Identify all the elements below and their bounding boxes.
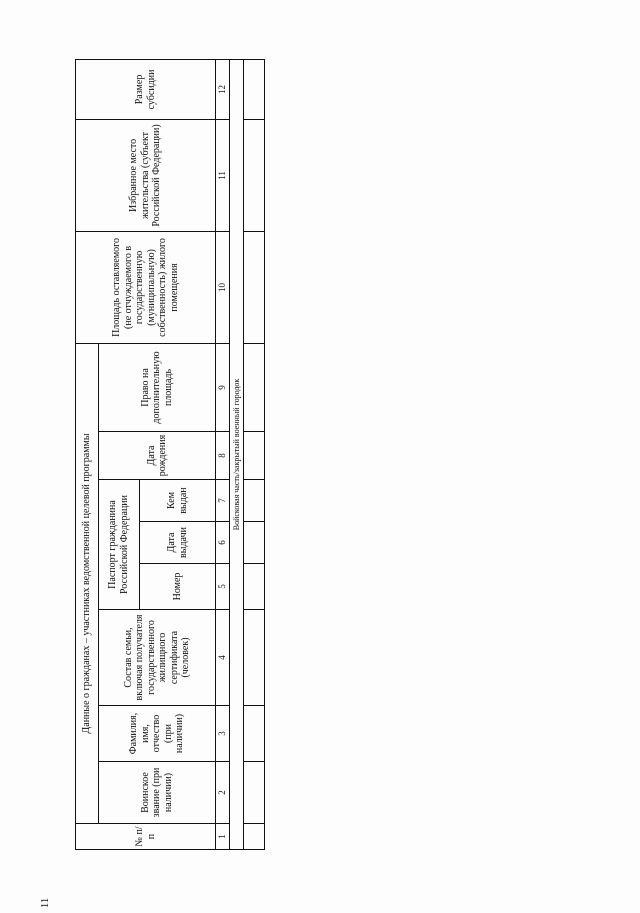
column-number: 7 [216,480,229,522]
column-number: 3 [216,706,229,762]
empty-cell [244,343,265,431]
header-extra-area: Право на дополнительную площадь [98,343,216,431]
empty-cell [244,119,265,231]
empty-cell [244,564,265,610]
header-subsidy: Размер субсидии [76,59,216,119]
unit-label: Войсковая часть/закрытый военный городок [229,59,243,849]
column-number: 10 [216,231,229,343]
page-number: 11 [39,897,51,909]
header-fio: Фамилия, имя, отчество (при наличии) [98,706,216,762]
column-number: 9 [216,343,229,431]
empty-cell [244,706,265,762]
empty-cell [244,432,265,480]
column-number: 4 [216,610,229,706]
empty-cell [244,231,265,343]
unit-row [229,59,243,849]
column-number: 11 [216,119,229,231]
header-passport-date: Дата выдачи [140,522,216,564]
header-passport-group: Паспорт гражданина Российской Федерации [98,480,139,610]
rotated-table-wrapper [75,60,265,850]
empty-cell [244,522,265,564]
header-area: Площадь оставляемого (не отчуждаемого в государственную (муниципальную) собственность) жилого помещения [76,231,216,343]
header-family: Состав семьи, включая получателя государственного жилищного сертификата (человек) [98,610,216,706]
header-rank: Воинское звание (при наличии) [98,762,216,824]
column-number: 5 [216,564,229,610]
column-number: 6 [216,522,229,564]
column-number-row [216,59,229,849]
empty-cell [244,480,265,522]
header-passport-issuer: Кем выдан [140,480,216,522]
empty-cell [244,610,265,706]
empty-cell [244,824,265,850]
header-num: № п/п [76,824,216,850]
empty-cell [244,59,265,119]
empty-cell [244,762,265,824]
column-number: 2 [216,762,229,824]
header-birth-date: Дата рождения [98,432,216,480]
column-number: 1 [216,824,229,850]
header-group-title: Данные о гражданах – участниках ведомственной целевой программы [76,343,99,823]
table-row [244,59,265,849]
participants-table [75,59,265,850]
header-passport-number: Номер [140,564,216,610]
column-number: 8 [216,432,229,480]
header-residence: Избранное место жительства (субъект Российской Федерации) [76,119,216,231]
column-number: 12 [216,59,229,119]
